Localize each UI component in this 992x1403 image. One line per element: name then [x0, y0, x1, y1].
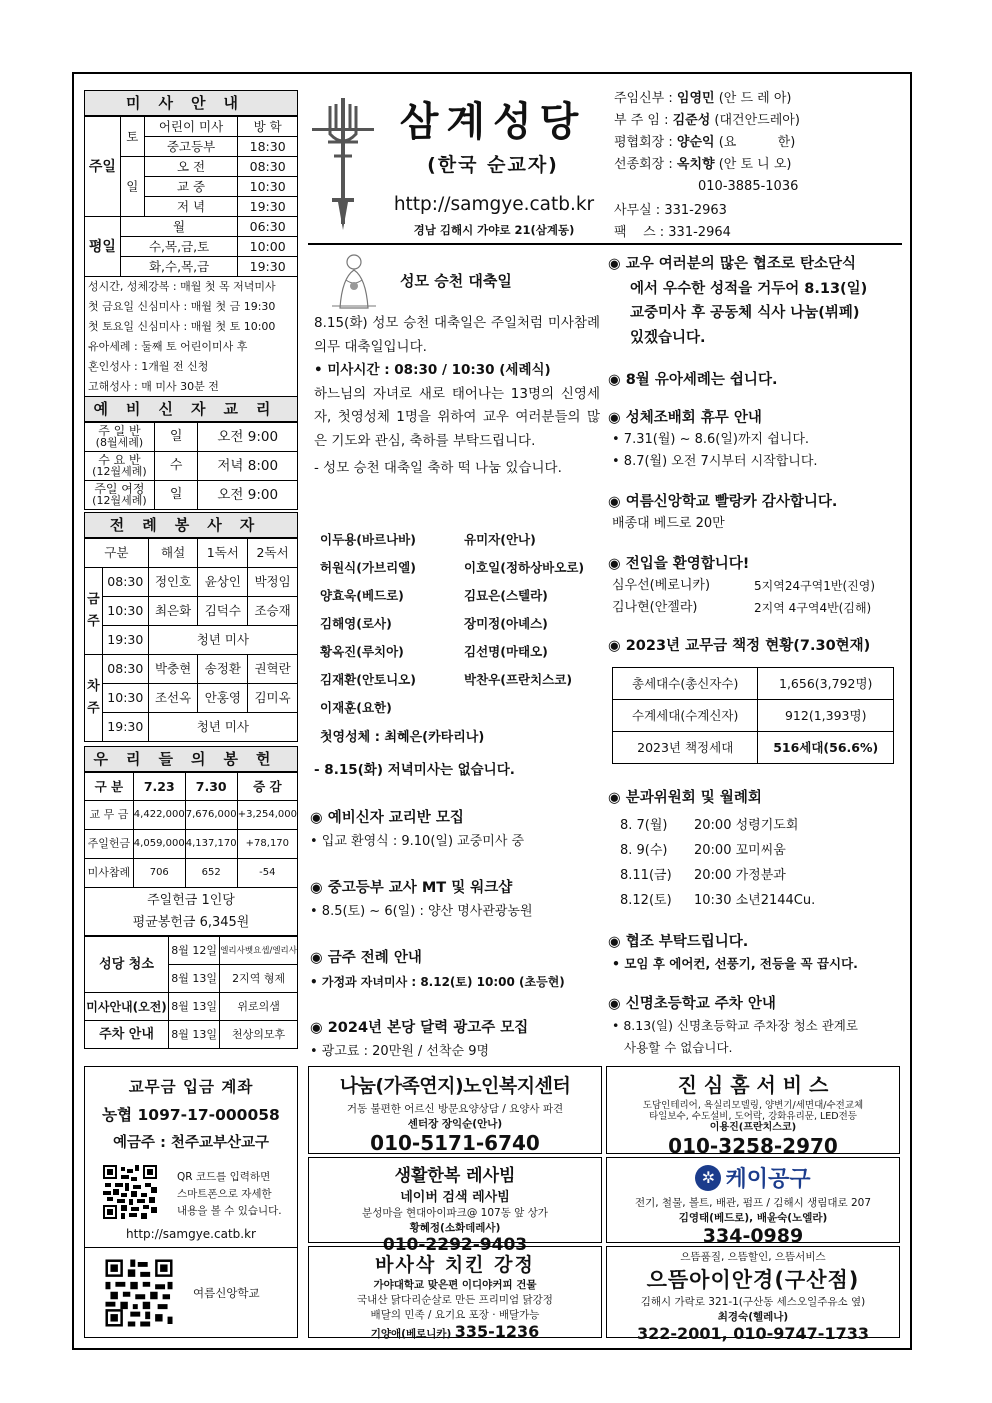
table-row: 차 주 08:30 박충현 송정환 권혁란	[85, 655, 298, 684]
staff-row: 부 주 임 : 김준성 (대건안드레아)	[614, 113, 800, 128]
qr-note: QR 코드를 입력하면 스마트폰으로 자세한 내용을 볼 수 있습니다.	[177, 1171, 282, 1217]
notice-parking: ◉ 신명초등학교 주차 안내 • 8.13(일) 신명초등학교 주차장 청소 관계로 사용할 수 없습니다.	[608, 996, 858, 1055]
staff-row: 평협회장 : 양순익 (요 한)	[614, 135, 796, 150]
offering-table	[84, 772, 298, 936]
table-row: 교 중 10:30	[85, 177, 298, 197]
notice-liturgy: ◉ 금주 전례 안내 • 가정과 자녀미사 : 8.12(토) 10:00 (초등현)	[310, 950, 565, 989]
staff-list	[614, 88, 904, 244]
rice-cake-donors: 이두용(바르나바) 유미자(안나) 허원식(가브리엘) 이호일(정하상바오로) 양효욱(베드로) 김묘은(스텔라) 김해영(로사) 장미정(아녜스) 황옥진(루치아) 김선명(마태오) 김재환(안토니오) 박찬우(프란치스코) 이재훈(요한)	[320, 532, 585, 715]
notice-calendar-ads: ◉ 2024년 본당 달력 광고주 모집 • 광고료 : 20만원 / 선착순 9명	[310, 1020, 529, 1059]
ad-chicken: 바사삭 치킨 강정 가야대학교 맞은편 이디야커피 건물 국내산 닭다리순살로 만든 프리미엄 닭강정 배달의 민족 / 요기요 포장 · 배달가능 기양애(베로니카) 335-1236	[308, 1246, 602, 1338]
office-phone: 사무실 : 331-2963	[614, 203, 727, 218]
table-row: 주일헌금 4,059,000 4,137,170 +78,170	[85, 830, 298, 859]
church-subtitle: (한국 순교자)	[427, 154, 559, 176]
notice-adoration: ◉ 성체조배회 휴무 안내 • 7.31(월) ~ 8.6(일)까지 쉽니다. • 8.7(월) 오전 7시부터 시작합니다.	[608, 410, 818, 469]
table-row: 주일 여정 (12월세례) 일 오전 9:00	[85, 481, 298, 510]
church-title: 삼계성당	[399, 99, 587, 145]
table-row: 2023년 책정세대 516세대(56.6%)	[613, 732, 894, 764]
offering-title: 우리들의봉헌	[84, 746, 298, 772]
funeral-phone: 010-3885-1036	[698, 179, 799, 194]
ad-hanbok: 생활한복 레사빔 네이버 검색 레사빔 분성마을 현대아이파크@ 107동 앞 상가 황혜정(소화데레사) 010-2292-9403	[308, 1157, 602, 1243]
ad-home-service: 진 심 홈 서 비 스 도담인테리어, 욕실리모델링, 양변기/세면대/수전교체 타일보수, 수도설비, 도어락, 강화유리문, LED전등 이용진(프란치스코) 010-3258-2970	[606, 1066, 900, 1154]
first-communion: 첫영성체 : 최혜은(카타리나)	[320, 730, 485, 745]
table-row: 19:30 청년 미사	[85, 626, 298, 655]
weekday-label: 평일	[85, 217, 121, 277]
notice-summer-school: ◉ 여름신앙학교 빨랑카 감사합니다. 배종대 베드로 20만	[608, 494, 838, 531]
qr-code-icon[interactable]	[101, 1163, 159, 1221]
table-row: 저 녁 19:30	[85, 197, 298, 217]
notice-carbon-fasting: ◉ 교우 여러분의 많은 협조로 탄소단식 에서 우수한 성적을 거두어 8.13(일) 교중미사 후 공동체 식사 나눔(뷔페) 있겠습니다.	[608, 256, 868, 346]
virgin-mary-icon	[322, 250, 386, 310]
table-row: 8월 13일 2지역 형제	[85, 965, 298, 993]
dues-table	[612, 667, 894, 764]
bank-box: 교무금 입금 계좌 농협 1097-17-000058 예금주 : 천주교부산교구 QR 코드를 입력하면 스마트폰으로 자세한 내용을 볼 수 있습니다. http://samgye.catb.kr 여름신앙학교	[84, 1066, 298, 1338]
table-row: 수,목,금,토 10:00	[85, 237, 298, 257]
table-row: 구분 해설 1독서 2독서	[85, 539, 298, 568]
church-url[interactable]: http://samgye.catb.kr	[393, 194, 595, 215]
notice-cooperation: ◉ 협조 부탁드립니다. • 모임 후 에어컨, 선풍기, 전등을 꼭 끕시다.	[608, 934, 858, 971]
notice-catechumen: ◉ 예비신자 교리반 모집 • 입교 환영식 : 9.10(일) 교중미사 중	[310, 810, 525, 849]
liturgy-table	[84, 538, 298, 742]
mass-schedule-table	[84, 116, 298, 277]
table-row: 중고등부 18:30	[85, 137, 298, 157]
evening-mass-note: - 8.15(화) 저녁미사는 없습니다.	[314, 762, 515, 778]
catechumen-table	[84, 422, 298, 510]
table-row: 교 무 금 4,422,000 7,676,000 +3,254,000	[85, 801, 298, 830]
sunday-label: 주일	[85, 117, 121, 217]
divider	[85, 1247, 297, 1248]
table-row: 일 오 전 08:30	[85, 157, 298, 177]
notice-infant-baptism: ◉ 8월 유아세례는 쉽니다.	[608, 372, 778, 388]
mass-schedule-section	[84, 90, 298, 398]
catechumen-section	[84, 396, 298, 510]
table-row: 미사참례 706 652 -54	[85, 859, 298, 888]
qr-code-icon[interactable]	[103, 1257, 175, 1329]
liturgy-section	[84, 512, 298, 742]
ad-k-tools: ✲ 케이공구 전기, 철물, 볼트, 배관, 펌프 / 김해시 생림대로 207 김영태(베드로), 배윤숙(노엘라) 334-0989	[606, 1157, 900, 1243]
church-emblem-icon	[308, 92, 378, 242]
table-row: 총세대수(총신자수) 1,656(3,792명)	[613, 668, 894, 700]
notice-committees: ◉ 분과위원회 및 월례회 8. 7(월) 20:00 성령기도회 8. 9(수) 20:00 꼬미씨움 8.11(금) 20:00 가정분과 8.12(토) 10:30 소년2144Cu.	[608, 790, 816, 908]
table-row: 수 요 반 (12월세례) 수 저녁 8:00	[85, 452, 298, 481]
table-row: 주일 토 어린이 미사 방 학	[85, 117, 298, 137]
ad-welfare-center: 나눔(가족연지)노인복지센터 거동 불편한 어르신 방문요양상담 / 요양사 파견 센터장 장익순(안나) 010-5171-6740	[308, 1066, 602, 1154]
table-row: 주일헌금 1인당 평균봉헌금 6,345원	[85, 888, 298, 936]
offering-section	[84, 746, 298, 1049]
feast-body: 8.15(화) 성모 승천 대축일은 주일처럼 미사참례 의무 대축일입니다. • 미사시간 : 08:30 / 10:30 (세례식) 하느님의 자녀로 새로 태어나는 13명의 신영세자, 첫영성체 1명을 위하여 교우 여러분들의 많은 기도와 관심, 축하를 부탁드립니다. - 성모 승천 대축일 축하 떡 나눔 있습니다.	[314, 315, 600, 476]
mass-schedule-title: 미사안내	[84, 90, 298, 116]
bank-url[interactable]: http://samgye.catb.kr	[126, 1227, 256, 1241]
liturgy-title: 전례봉사자	[84, 512, 298, 538]
table-row: 평일 월 06:30	[85, 217, 298, 237]
staff-row: 선종회장 : 옥치향 (안 토 니 오)	[614, 157, 792, 172]
table-row: 10:30 최은화 김덕수 조승재	[85, 597, 298, 626]
staff-row: 주임신부 : 임영민 (안 드 레 아)	[614, 91, 792, 106]
k-tools-logo-icon: ✲	[695, 1165, 721, 1191]
fax-number: 팩 스 : 331-2964	[614, 225, 731, 240]
table-row: 구 분 7.23 7.30 증 감	[85, 773, 298, 801]
notice-teacher-mt: ◉ 중고등부 교사 MT 및 워크샵 • 8.5(토) ~ 6(일) : 양산 명사관광농원	[310, 880, 533, 919]
notice-dues-status: ◉ 2023년 교무금 책정 현황(7.30현재) 총세대수(총신자수) 1,656(3,792명) 수계세대(수계신자) 912(1,393명) 2023년 책정세대 516세대(56.6%)	[608, 634, 904, 764]
notice-welcome: ◉ 전입을 환영합니다! 심우선(베로니카) 5지역24구역1반(진영) 김나현(안젤라) 2지역 4구역4반(김해)	[608, 556, 876, 615]
table-row: 주 일 반 (8월세례) 일 오전 9:00	[85, 423, 298, 452]
table-row: 10:30 조선옥 안홍영 김미옥	[85, 684, 298, 713]
church-address: 경남 김해시 가야로 21(삼계동)	[413, 223, 575, 237]
table-row: 수계세대(수계신자) 912(1,393명)	[613, 700, 894, 732]
feast-title: 성모 승천 대축일	[400, 272, 512, 290]
table-row: 19:30 청년 미사	[85, 713, 298, 742]
table-row: 미사안내(오전) 8월 13일 위로의샘	[85, 993, 298, 1021]
table-row: 성당 청소 8월 12일 엘리사벳요셉/엘리사	[85, 937, 298, 965]
table-row: 금 주 08:30 정인호 윤상인 박정임	[85, 568, 298, 597]
table-row: 화,수,목,금 19:30	[85, 257, 298, 277]
camp-label: 여름신앙학교	[193, 1286, 260, 1300]
table-row: 주차 안내 8월 13일 천상의모후	[85, 1021, 298, 1049]
ad-optician: 으뜸품질, 으뜸할인, 으뜸서비스 으뜸아이안경(구산점) 김해시 가락로 321-1(구산동 세스오일주유소 옆) 최경숙(헬레나) 322-2001, 010-9747-1733	[606, 1246, 900, 1338]
catechumen-title: 예비신자교리	[84, 396, 298, 422]
duties-table	[84, 936, 298, 1049]
mass-notes: 성시간, 성체강복 : 매월 첫 목 저녁미사 첫 금요일 신심미사 : 매월 첫 금 19:30 첫 토요일 신심미사 : 매월 첫 토 10:00 유아세례 : 둘째 토 어린이미사 후 혼인성사 : 1개월 전 신청 고해성사 : 매 미사 30분 전	[84, 277, 298, 398]
